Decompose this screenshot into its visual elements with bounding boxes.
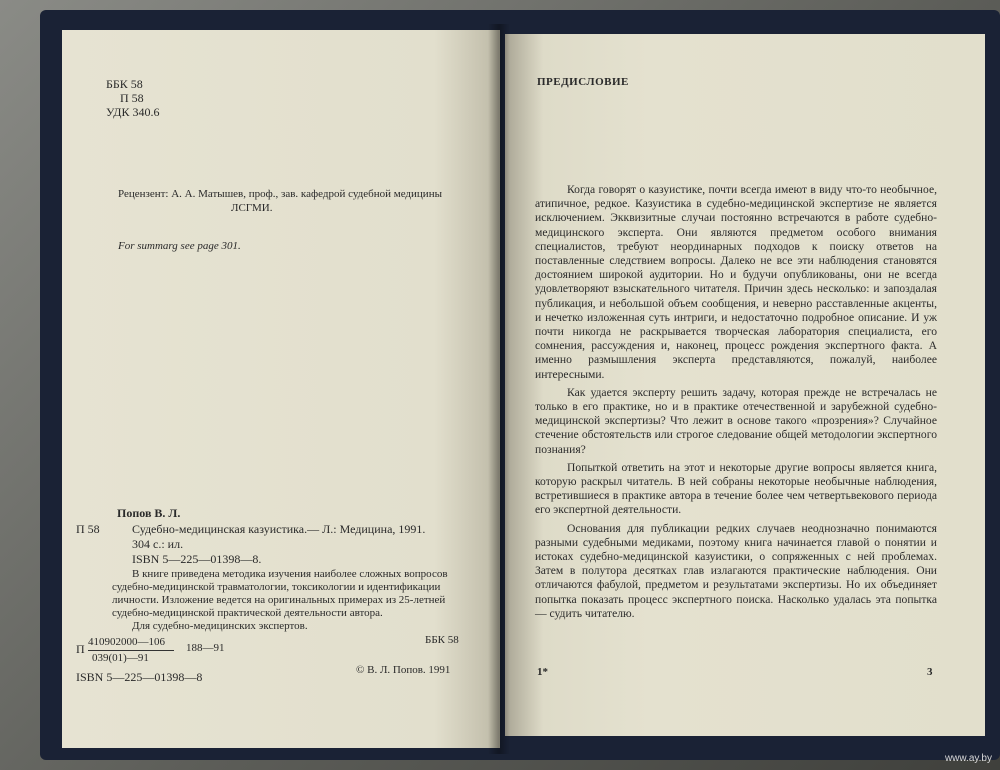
signature-mark: 1* [537,666,548,678]
isbn-line: ISBN 5—225—01398—8. [132,552,262,566]
watermark-text: www.ay.by [944,753,992,764]
reviewer-institution: ЛСГМИ. [231,202,273,214]
preface-body [535,183,937,625]
code-bottom: 039(01)—91 [92,652,149,664]
left-page [62,30,500,748]
annotation-line: судебно-медицинской практической деятельности автора. [112,607,383,619]
code-right: 188—91 [186,642,225,654]
preface-heading: ПРЕДИСЛОВИЕ [537,76,629,88]
pages-line: 304 с.: ил. [132,537,184,551]
annotation-line: личности. Изложение ведется на оригинальных примерах из 25-летней [112,594,446,606]
annotation-line: В книге приведена методика изучения наиболее сложных вопросов [132,568,448,580]
reviewer-line: Рецензент: А. А. Матышев, проф., зав. кафедрой судебной медицины [118,188,442,200]
right-page [505,34,985,736]
p58-label: П 58 [76,522,100,536]
preface-paragraph: Когда говорят о казуистике, почти всегда имеют в виду что-то необычное, атипичное, редкое. Казуистика в судебно-медицинской экспертизе не является исключением. Экквизитные случаи постоянно встречаются в работе судебно-медицинского эксперта. Они являются предметом особого внимания специалистов, требуют неординарных подходов к поиску ответов на поставленные следствием вопросы. Далеко не все эти наблюдения становятся достоянием широкой аудитории. Но и будучи опубликованы, они не всегда удовлетворяют взыскательного читателя. Причин здесь несколько: и запоздалая публикация, и небольшой объем сообщения, и неверно расставленные акценты, и нечетко изложенная суть интриги, и недостаточно подробное описание. И уж почти никогда не раскрывается творческая лаборатория специалиста, его сомнения, рассуждения и, наконец, процесс рождения экспертного факта. А именно размышления эксперта представляются, пожалуй, наиболее интересными. [535,183,937,381]
book-title-line: Судебно-медицинская казуистика.— Л.: Медицина, 1991. [132,522,426,536]
p58-code: П 58 [120,91,144,105]
preface-paragraph: Как удается эксперту решить задачу, которая прежде не встречалась не только в его практике, но и в практике отечественной и зарубежной судебно-медицинской экспертизы? Что лежит в основе такого «прозрения»? Случайное стечение обстоятельств или строгое следование общей методологии экспертного познания? [535,385,937,456]
book-spine-shadow [488,24,510,754]
author-name: Попов В. Л. [117,506,181,520]
copyright-line: © В. Л. Попов. 1991 [356,664,451,676]
udk-code: УДК 340.6 [106,105,160,119]
preface-paragraph: Попыткой ответить на этот и некоторые другие вопросы является книга, которую раскрыл читатель. В ней собраны некоторые необычные наблюдения, встретившиеся в практике автора в течение более чем четвертьвекового периода его экспертной деятельности. [535,460,937,517]
code-divider [88,650,174,651]
annotation-line: Для судебно-медицинских экспертов. [132,620,308,632]
page-number: 3 [927,666,933,678]
code-p: П [76,642,85,656]
annotation-line: судебно-медицинской травматологии, токсикологии и идентификации [112,581,441,593]
isbn-bottom: ISBN 5—225—01398—8 [76,670,203,684]
preface-paragraph: Основания для публикации редких случаев неоднозначно понимаются разными судебными медиками, поэтому книга начинается главой о понятии и истоках судебно-медицинской казуистики, о сопряженных с ней проблемах. Затем в полутора десятках глав излагаются практические наблюдения. Они отличаются фабулой, предметом и результатами экспертизы. Но их объединяет попытка показать процесс экспертного поиска. Насколько удалась эта попытка — судить читателю. [535,521,937,620]
summary-note: For summarg see page 301. [118,240,241,252]
bbk-bottom: ББК 58 [425,634,459,646]
bbk-code: ББК 58 [106,77,143,91]
code-top: 410902000—106 [88,636,165,648]
